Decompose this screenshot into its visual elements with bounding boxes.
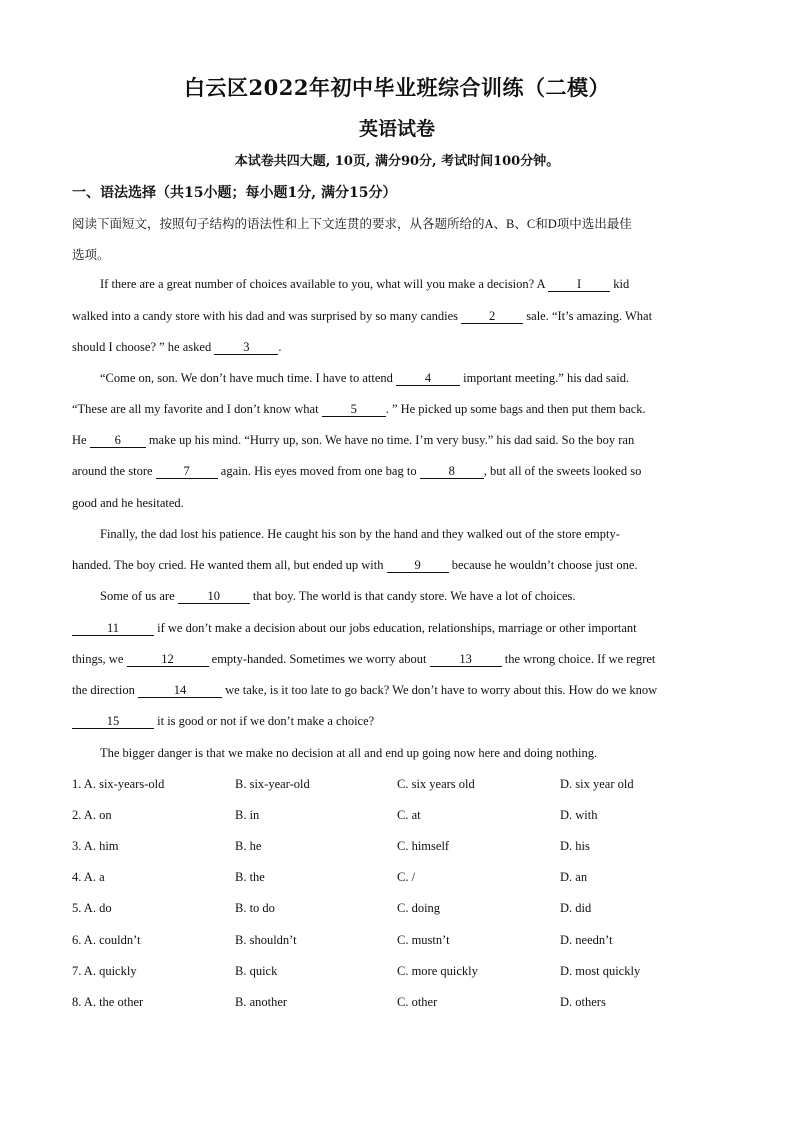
option-c[interactable]: C. other [397,995,438,1009]
exam-subtitle: 英语试卷 [358,118,435,140]
option-b[interactable]: B. to do [235,901,275,915]
option-a[interactable]: 5. A. do [72,901,112,915]
option-d[interactable]: D. with [560,808,598,822]
passage-text: important meeting.” his dad said. [460,371,630,385]
passage-text: walked into a candy store with his dad and was surprised by so many candies [72,309,462,323]
exam-title: 白云区2022年初中毕业班综合训练（二模） [184,75,610,100]
option-a[interactable]: 4. A. a [72,870,105,884]
option-a[interactable]: 7. A. quickly [72,964,137,978]
option-d[interactable]: D. an [560,870,588,884]
instruction-line: 阅读下面短文，按照句子结构的语法性和上下文连贯的要求，从各题所给的A、B、C和D项中选出最佳 [72,217,632,231]
blank-4[interactable]: 4 [396,372,460,386]
passage-text: if we don’t make a decision about our jobs education, relationships, marriage or other important [154,621,637,635]
option-a[interactable]: 6. A. couldn’t [72,933,141,947]
option-b[interactable]: B. another [235,995,288,1009]
blank-1[interactable]: I [548,278,610,292]
blank-12[interactable]: 12 [127,653,209,667]
passage-text: , but all of the sweets looked so [483,464,642,478]
passage-text: the direction [72,683,138,697]
passage-line: good and he hesitated. [72,496,184,510]
passage-text: He [72,433,90,447]
blank-8[interactable]: 8 [420,465,484,479]
passage-text: If there are a great number of choices available to you, what will you make a decision? A [100,277,549,291]
exam-info: 本试卷共四大题, 10页, 满分90分, 考试时间100分钟。 [234,154,560,169]
passage-text: that boy. The world is that candy store. We have a lot of choices. [249,589,576,603]
option-a[interactable]: 3. A. him [72,839,119,853]
option-d[interactable]: D. most quickly [560,964,641,978]
passage-line [72,621,722,636]
passage-line [100,277,750,292]
passage-line: The bigger danger is that we make no decision at all and end up going now here and doing nothing. [100,746,598,760]
passage-text: empty-handed. Sometimes we worry about [208,652,430,666]
passage-line [72,558,722,573]
passage-text: . [278,340,282,354]
option-b[interactable]: B. in [235,808,260,822]
passage-line [72,309,722,324]
option-c[interactable]: C. himself [397,839,450,853]
option-b[interactable]: B. he [235,839,262,853]
blank-14[interactable]: 14 [138,684,222,698]
option-b[interactable]: B. six-year-old [235,777,310,791]
passage-line [72,402,722,417]
option-c[interactable]: C. at [397,808,421,822]
option-d[interactable]: D. six year old [560,777,634,791]
option-d[interactable]: D. needn’t [560,933,613,947]
passage-text: things, we [72,652,127,666]
option-c[interactable]: C. six years old [397,777,475,791]
passage-text: again. His eyes moved from one bag to [217,464,420,478]
option-d[interactable]: D. others [560,995,606,1009]
option-c[interactable]: C. more quickly [397,964,478,978]
passage-text: make up his mind. “Hurry up, son. We have no time. I’m very busy.” his dad said. So the boy ran [145,433,635,447]
passage-text: handed. The boy cried. He wanted them all, but ended up with [72,558,387,572]
passage-text: . ” He picked up some bags and then put them back. [385,402,646,416]
passage-line [72,464,722,479]
option-b[interactable]: B. shouldn’t [235,933,297,947]
passage-text: sale. “It’s amazing. What [523,309,653,323]
option-a[interactable]: 1. A. six-years-old [72,777,165,791]
passage-text: “Come on, son. We don’t have much time. I have to attend [100,371,397,385]
blank-6[interactable]: 6 [90,434,146,448]
passage-text: it is good or not if we don’t make a choice? [154,714,375,728]
passage-line [100,371,750,386]
blank-7[interactable]: 7 [156,465,218,479]
section-heading: 一、语法选择（共15小题；每小题1分, 满分15分） [72,185,397,201]
passage-text: around the store [72,464,156,478]
option-a[interactable]: 8. A. the other [72,995,144,1009]
instruction-line: 选项。 [72,248,110,262]
option-b[interactable]: B. the [235,870,265,884]
passage-line [100,589,750,604]
blank-10[interactable]: 10 [178,590,250,604]
passage-text: Some of us are [100,589,178,603]
blank-13[interactable]: 13 [430,653,502,667]
option-c[interactable]: C. / [397,870,416,884]
passage-text: we take, is it too late to go back? We don’t have to worry about this. How do we know [221,683,658,697]
passage-line [72,683,722,698]
option-b[interactable]: B. quick [235,964,278,978]
blank-5[interactable]: 5 [322,403,386,417]
blank-9[interactable]: 9 [387,559,449,573]
option-c[interactable]: C. mustn’t [397,933,450,947]
passage-text: kid [610,277,630,291]
passage-line [72,433,722,448]
passage-text: should I choose? ” he asked [72,340,215,354]
passage-text: because he wouldn’t choose just one. [448,558,638,572]
blank-15[interactable]: 15 [72,715,154,729]
blank-3[interactable]: 3 [214,341,278,355]
option-a[interactable]: 2. A. on [72,808,112,822]
passage-text: “These are all my favorite and I don’t know what [72,402,322,416]
blank-2[interactable]: 2 [461,310,523,324]
option-c[interactable]: C. doing [397,901,441,915]
passage-text: the wrong choice. If we regret [501,652,656,666]
blank-11[interactable]: 11 [72,622,154,636]
passage-line [72,714,722,729]
option-d[interactable]: D. his [560,839,590,853]
passage-line [72,340,722,355]
option-d[interactable]: D. did [560,901,592,915]
passage-line [72,652,722,667]
passage-line: Finally, the dad lost his patience. He caught his son by the hand and they walked out of the store empty- [100,527,620,541]
